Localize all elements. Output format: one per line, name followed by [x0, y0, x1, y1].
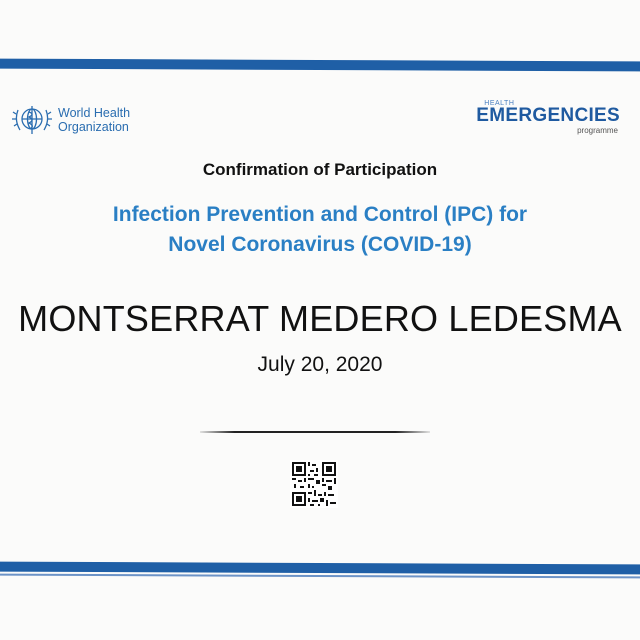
top-border-band	[0, 59, 640, 72]
he-logo-small: HEALTH	[484, 100, 515, 107]
certificate-date: July 20, 2020	[257, 353, 383, 376]
who-logo-line2: Organization	[58, 120, 129, 134]
bottom-border-band	[0, 562, 640, 575]
course-title-line1: Infection Prevention and Control (IPC) for	[112, 203, 528, 226]
who-emblem-icon	[10, 100, 54, 140]
signature-line	[200, 431, 430, 433]
he-logo-programme: programme	[577, 126, 618, 135]
recipient-name: MONTSERRAT MEDERO LEDESMA	[18, 298, 622, 339]
who-logo	[10, 100, 130, 140]
qr-code-icon	[290, 460, 338, 508]
he-logo-big: EMERGENCIES	[476, 105, 620, 126]
course-title-line2: Novel Coronavirus (COVID-19)	[168, 233, 472, 256]
health-emergencies-logo	[476, 100, 620, 135]
who-logo-line1: World Health	[58, 106, 131, 120]
course-title	[0, 200, 640, 260]
confirmation-title: Confirmation of Participation	[202, 160, 438, 179]
